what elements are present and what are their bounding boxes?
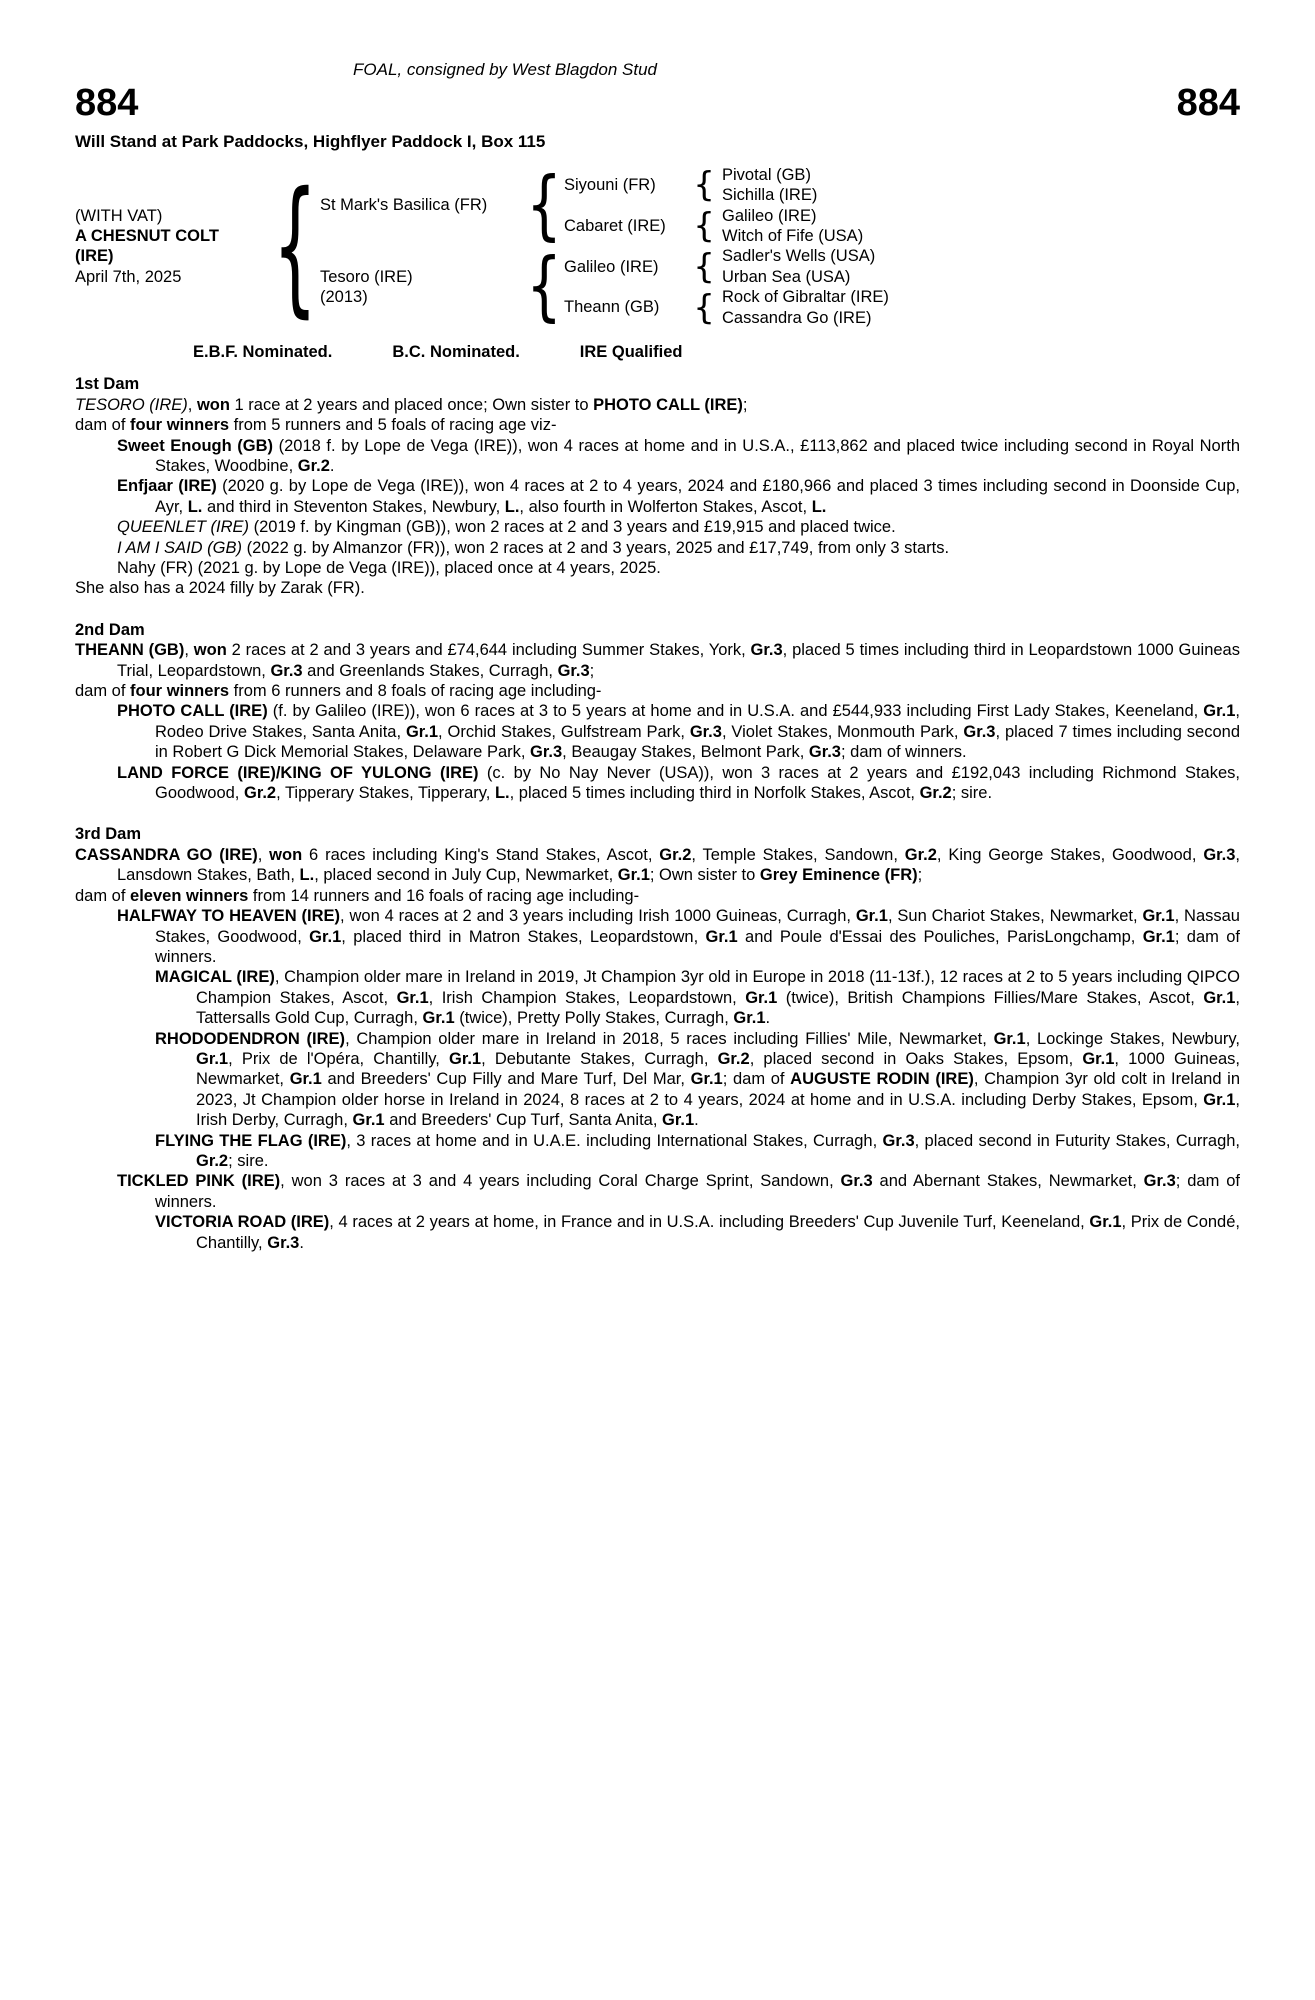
consignor-line: FOAL, consigned by West Blagdon Stud — [353, 60, 657, 79]
dam-entry-paragraph: Nahy (FR) (2021 g. by Lope de Vega (IRE)), placed once at 4 years, 2025. — [117, 559, 661, 577]
dam-entry-paragraph: LAND FORCE (IRE)/KING OF YULONG (IRE) (c. by No Nay Never (USA)), won 3 races at 2 years and £192,043 including Richmond Stakes, Goodwood, Gr.2, Tipperary Stakes, Tipperary, L., placed 5 times including third in Norfolk Stakes, Ascot, Gr.2; sire. — [117, 763, 1240, 803]
ancestor-name: Urban Sea (USA) — [722, 267, 851, 286]
section-paragraphs — [75, 640, 1240, 803]
ancestor-name: Theann (GB) — [564, 298, 660, 317]
dam-entry-paragraph: THEANN (GB), won 2 races at 2 and 3 years and £74,644 including Summer Stakes, York, Gr.3, placed 5 times including third in Leopardstown 1000 Guineas Trial, Leopardstown, Gr.3 and Greenlands Stakes, Curragh, Gr.3; — [75, 641, 1240, 680]
pedigree-brace: { — [693, 165, 715, 206]
pedigree-brace-outer: { — [272, 160, 318, 333]
ancestor-name: Witch of Fife (USA) — [722, 226, 864, 245]
dam-entry-paragraph: TICKLED PINK (IRE), won 3 races at 3 and 4 years including Coral Charge Sprint, Sandown, Gr.3 and Abernant Stakes, Newmarket, Gr.3; dam of winners. — [117, 1172, 1240, 1211]
nominations-row — [193, 342, 682, 362]
nomination-ire: IRE Qualified — [579, 342, 683, 361]
pedigree-brace-dam: { — [526, 242, 562, 331]
ancestor-name: Siyouni (FR) — [564, 176, 656, 194]
dam-entry-paragraph: dam of four winners from 6 runners and 8 foals of racing age including- — [75, 682, 602, 701]
dam-entry-paragraph: CASSANDRA GO (IRE), won 6 races including King's Stand Stakes, Ascot, Gr.2, Temple Stakes, Sandown, Gr.2, King George Stakes, Goodwood, Gr.3, Lansdown Stakes, Bath, L., placed second in July Cup, Newmarket, Gr.1; Own sister to Grey Eminence (FR); — [75, 845, 1241, 885]
dam-entry-paragraph: PHOTO CALL (IRE) (f. by Galileo (IRE)), won 6 races at 3 to 5 years at home and in U.S.A. and £544,933 including First Lady Stakes, Keeneland, Gr.1, Rodeo Drive Stakes, Santa Anita, Gr.1, Orchid Stakes, Gulfstream Park, Gr.3, Violet Stakes, Monmouth Park, Gr.3, placed 7 times including second in Robert G Dick Memorial Stakes, Delaware Park, Gr.3, Beaugay Stakes, Belmont Park, Gr.3; dam of winners. — [117, 702, 1240, 762]
ancestor-name: Cassandra Go (IRE) — [722, 308, 872, 327]
ancestor-name: Pivotal (GB) — [722, 165, 811, 184]
dam-entry-paragraph: TESORO (IRE), won 1 race at 2 years and placed once; Own sister to PHOTO CALL (IRE); — [75, 395, 748, 414]
nomination-ebf: E.B.F. Nominated. — [193, 342, 333, 361]
pedigree-brace: { — [693, 205, 715, 246]
dam-year: (2013) — [320, 288, 368, 307]
dam-entry-paragraph: Enfjaar (IRE) (2020 g. by Lope de Vega (IRE)), won 4 races at 2 to 4 years, 2024 and £180,966 and placed 3 times including second in Doonside Cup, Ayr, L. and third in Steventon Stakes, Newbury, L., also fourth in Wolferton Stakes, Ascot, L. — [117, 477, 1240, 516]
foaling-date: April 7th, 2025 — [75, 267, 182, 286]
animal-info — [75, 206, 280, 288]
lot-number-right: 884 — [1176, 82, 1240, 125]
dam-entry-paragraph: RHODODENDRON (IRE), Champion older mare in Ireland in 2018, 5 races including Fillies' Mile, Newmarket, Gr.1, Lockinge Stakes, Newbury, Gr.1, Prix de l'Opéra, Chantilly, Gr.1, Debutante Stakes, Curragh, Gr.2, placed second in Oaks Stakes, Epsom, Gr.1, 1000 Guineas, Newmarket, Gr.1 and Breeders' Cup Filly and Mare Turf, Del Mar, Gr.1; dam of AUGUSTE RODIN (IRE), Champion 3yr old colt in Ireland in 2023, Jt Champion older horse in Ireland in 2024, 8 races at 2 to 4 years, 2024 at home and in U.S.A. including Derby Stakes, Epsom, Gr.1, Irish Derby, Curragh, Gr.1 and Breeders' Cup Turf, Santa Anita, Gr.1. — [155, 1029, 1241, 1130]
dam-section-3 — [75, 824, 1240, 1253]
dam-entry-paragraph: dam of four winners from 5 runners and 5 foals of racing age viz- — [75, 416, 557, 435]
section-paragraphs — [75, 845, 1240, 1253]
sire-name: St Mark's Basilica (FR) — [320, 196, 488, 215]
dam-entry-paragraph: MAGICAL (IRE), Champion older mare in Ireland in 2019, Jt Champion 3yr old in Europe in 2018 (11-13f.), 12 races at 2 to 5 years including QIPCO Champion Stakes, Ascot, Gr.1, Irish Champion Stakes, Leopardstown, Gr.1 (twice), British Champions Fillies/Mare Stakes, Ascot, Gr.1, Tattersalls Gold Cup, Curragh, Gr.1 (twice), Pretty Polly Stakes, Curragh, Gr.1. — [155, 968, 1241, 1028]
dam-section-2 — [75, 620, 1240, 804]
stand-line: Will Stand at Park Paddocks, Highflyer Paddock I, Box 115 — [75, 132, 546, 152]
ancestor-name: Galileo (IRE) — [564, 257, 659, 276]
pedigree-table — [75, 160, 1240, 333]
dam-entry-paragraph: Sweet Enough (GB) (2018 f. by Lope de Vega (IRE)), won 4 races at home and in U.S.A., £113,862 and placed twice including second in Royal North Stakes, Woodbine, Gr.2. — [117, 436, 1240, 475]
section-header: 3rd Dam — [75, 825, 142, 844]
nomination-bc: B.C. Nominated. — [392, 342, 520, 361]
dam-entry-paragraph: QUEENLET (IRE) (2019 f. by Kingman (GB)), won 2 races at 2 and 3 years and £19,915 and placed twice. — [117, 518, 896, 537]
dam-branch — [310, 242, 889, 331]
ancestor-name: Galileo (IRE) — [722, 206, 817, 225]
ancestor-name: Sichilla (IRE) — [722, 186, 818, 205]
dam-entry-paragraph: VICTORIA ROAD (IRE), 4 races at 2 years at home, in France and in U.S.A. including Breeders' Cup Juvenile Turf, Keeneland, Gr.1, Prix de Condé, Chantilly, Gr.3. — [155, 1213, 1240, 1252]
animal-description: A CHESNUT COLT (IRE) — [75, 226, 219, 266]
vat-note: (WITH VAT) — [75, 206, 163, 225]
dam-section-1 — [75, 374, 1240, 598]
dam-entry-paragraph: FLYING THE FLAG (IRE), 3 races at home and in U.A.E. including International Stakes, Curragh, Gr.3, placed second in Futurity Stakes, Curragh, Gr.2; sire. — [155, 1131, 1241, 1170]
section-header: 2nd Dam — [75, 620, 145, 639]
dam-name: Tesoro (IRE) — [320, 267, 413, 286]
dam-entry-paragraph: I AM I SAID (GB) (2022 g. by Almanzor (FR)), won 2 races at 2 and 3 years, 2025 and £17,749, from only 3 starts. — [117, 538, 950, 557]
lot-number-left: 884 — [75, 82, 139, 125]
pedigree-brace: { — [693, 287, 715, 328]
section-paragraphs — [75, 395, 1240, 599]
ancestor-name: Rock of Gibraltar (IRE) — [722, 288, 889, 307]
dam-entry-paragraph: dam of eleven winners from 14 runners and 16 foals of racing age including- — [75, 886, 640, 905]
pedigree-tree — [310, 161, 889, 331]
ancestor-name: Cabaret (IRE) — [564, 216, 666, 235]
lot-numbers-row — [75, 80, 1240, 125]
pedigree-brace: { — [693, 246, 715, 287]
pedigree-brace-sire: { — [526, 161, 562, 249]
dam-entry-paragraph: She also has a 2024 filly by Zarak (FR). — [75, 579, 365, 598]
dam-name-cell — [310, 267, 532, 308]
section-header: 1st Dam — [75, 375, 140, 394]
sire-branch — [310, 161, 889, 249]
ancestor-name: Sadler's Wells (USA) — [722, 247, 876, 266]
dam-entry-paragraph: HALFWAY TO HEAVEN (IRE), won 4 races at 2 and 3 years including Irish 1000 Guineas, Curragh, Gr.1, Sun Chariot Stakes, Newmarket, Gr.1, Nassau Stakes, Goodwood, Gr.1, placed third in Matron Stakes, Leopardstown, Gr.1 and Poule d'Essai des Pouliches, ParisLongchamp, Gr.1; dam of winners. — [117, 907, 1240, 966]
